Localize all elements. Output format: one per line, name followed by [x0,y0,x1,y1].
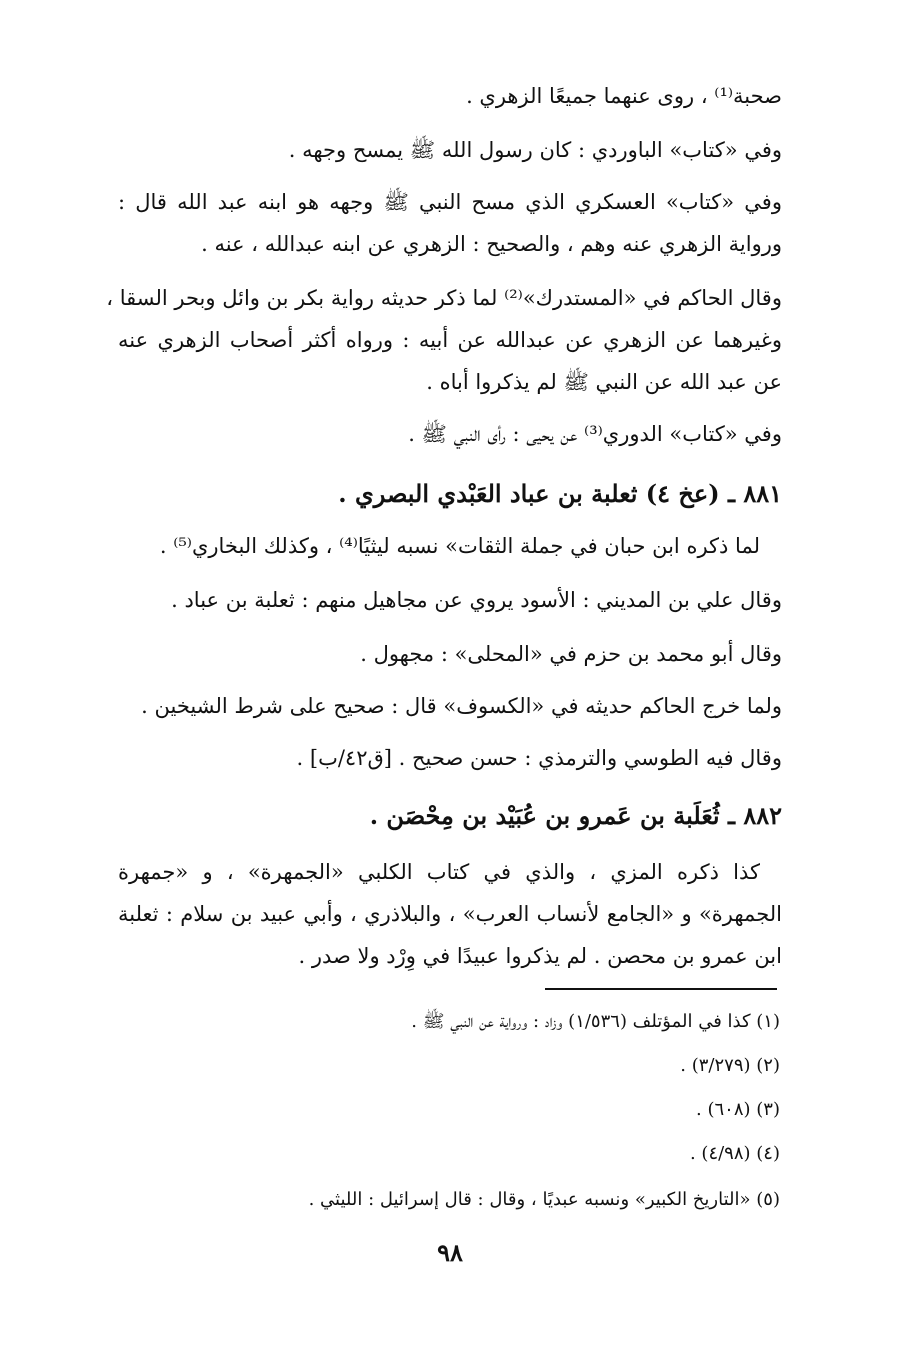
footnote-2: (٢) (٣/٢٧٩) . [680,1055,780,1076]
footnote-1: (١) كذا في المؤتلف (١/٥٣٦) وزاد : ورواية عن النبي ﷺ . [411,1011,780,1032]
text-line-1: صحبة⁽¹⁾ ، روى عنهما جميعًا الزهري . [466,84,782,108]
text-line-3: وفي «كتاب» العسكري الذي مسح النبي ﷺ وجهه هو ابنه عبد الله قال : [118,190,782,214]
text-line-881-4: ولما خرج الحاكم حديثه في «الكسوف» قال : صحيح على شرط الشيخين . [141,694,782,718]
text-line-7: عن عبد الله عن النبي ﷺ لم يذكروا أباه . [426,370,782,394]
text-line-882-3: ابن عمرو بن محصن . لم يذكروا عبيدًا في وِرْد ولا صدر . [298,944,782,968]
text-line-881-3: وقال أبو محمد بن حزم في «المحلى» : مجهول . [360,642,782,666]
footnote-3: (٣) (٦٠٨) . [696,1099,780,1120]
page-number: ٩٨ [437,1238,463,1267]
footnote-5: (٥) «التاريخ الكبير» ونسبه عبديًا ، وقال : قال إسرائيل : الليثي . [308,1189,780,1210]
footnote-4: (٤) (٤/٩٨) . [689,1143,780,1164]
text-line-881-1: لما ذكره ابن حبان في جملة الثقات» نسبه ليثيًا⁽⁴⁾ ، وكذلك البخاري⁽⁵⁾ . [159,534,760,558]
entry-heading-881: ٨٨١ ـ (عخ ٤) ثعلبة بن عباد العَبْدي البصري . [338,479,782,508]
entry-heading-882: ٨٨٢ ـ ثُعَلَبة بن عَمرو بن عُبَيْد بن مِحْصَن . [369,801,782,830]
text-line-5: وقال الحاكم في «المستدرك»⁽²⁾ لما ذكر حديثه رواية بكر بن وائل وبحر السقا ، [106,286,782,310]
text-line-2: وفي «كتاب» الباوردي : كان رسول الله ﷺ يمسح وجهه . [288,138,782,162]
footnote-separator [545,988,777,990]
text-line-882-2: الجمهرة» و «الجامع لأنساب العرب» ، والبلاذري ، وأبي عبيد بن سلام : ثعلبة [118,902,782,926]
text-line-881-5: وقال فيه الطوسي والترمذي : حسن صحيح . [ق٤٢/ب] . [296,746,782,770]
text-line-6: وغيرهما عن الزهري عن عبدالله عن أبيه : ورواه أكثر أصحاب الزهري عنه [118,328,782,352]
text-line-4: ورواية الزهري عنه وهم ، والصحيح : الزهري عن ابنه عبدالله ، عنه . [201,232,782,256]
text-line-8: وفي «كتاب» الدوري⁽³⁾ عن يحيى : رأى النبي ﷺ . [408,422,782,446]
text-line-881-2: وقال علي بن المديني : الأسود يروي عن مجاهيل منهم : ثعلبة بن عباد . [171,588,782,612]
text-line-882-1: كذا ذكره المزي ، والذي في كتاب الكلبي «الجمهرة» ، و «جمهرة [118,860,760,884]
